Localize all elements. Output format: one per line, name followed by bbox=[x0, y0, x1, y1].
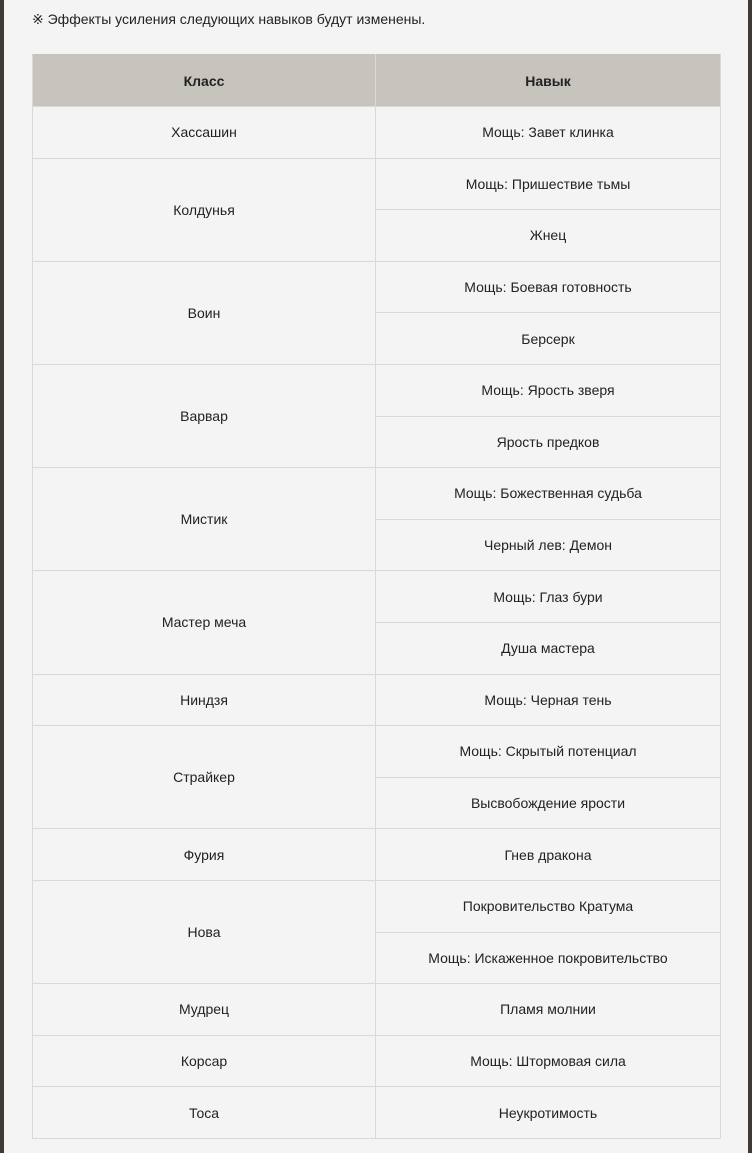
class-cell: Варвар bbox=[33, 364, 376, 467]
class-cell: Колдунья bbox=[33, 158, 376, 261]
class-cell: Фурия bbox=[33, 829, 376, 881]
table-row bbox=[33, 107, 721, 159]
class-cell: Ниндзя bbox=[33, 674, 376, 726]
table-row bbox=[33, 1087, 721, 1139]
table-row bbox=[33, 674, 721, 726]
skill-cell: Мощь: Боевая готовность bbox=[376, 261, 721, 313]
skill-cell: Мощь: Завет клинка bbox=[376, 107, 721, 159]
header-skill: Навык bbox=[376, 55, 721, 107]
notice-text: ※ Эффекты усиления следующих навыков будут изменены. bbox=[32, 11, 426, 27]
skill-cell: Мощь: Скрытый потенциал bbox=[376, 726, 721, 778]
skill-cell: Мощь: Пришествие тьмы bbox=[376, 158, 721, 210]
class-cell: Нова bbox=[33, 880, 376, 983]
table-row bbox=[33, 571, 721, 623]
skill-cell: Душа мастера bbox=[376, 622, 721, 674]
skill-cell: Мощь: Штормовая сила bbox=[376, 1035, 721, 1087]
class-cell: Тоса bbox=[33, 1087, 376, 1139]
skills-table bbox=[32, 54, 721, 1139]
skill-cell: Высвобождение ярости bbox=[376, 777, 721, 829]
table-row bbox=[33, 1035, 721, 1087]
skill-cell: Пламя молнии bbox=[376, 984, 721, 1036]
skill-cell: Мощь: Искаженное покровительство bbox=[376, 932, 721, 984]
skill-cell: Мощь: Божественная судьба bbox=[376, 468, 721, 520]
table-header-row bbox=[33, 55, 721, 107]
skill-cell: Неукротимость bbox=[376, 1087, 721, 1139]
content-panel bbox=[4, 0, 748, 1153]
class-cell: Мудрец bbox=[33, 984, 376, 1036]
class-cell: Страйкер bbox=[33, 726, 376, 829]
class-cell: Воин bbox=[33, 261, 376, 364]
table-row bbox=[33, 984, 721, 1036]
class-cell: Корсар bbox=[33, 1035, 376, 1087]
skill-cell: Мощь: Глаз бури bbox=[376, 571, 721, 623]
table-row bbox=[33, 468, 721, 520]
table-row bbox=[33, 364, 721, 416]
table-row bbox=[33, 829, 721, 881]
skill-cell: Покровительство Кратума bbox=[376, 880, 721, 932]
table-row bbox=[33, 261, 721, 313]
skill-cell: Ярость предков bbox=[376, 416, 721, 468]
skill-cell: Жнец bbox=[376, 210, 721, 262]
skill-cell: Берсерк bbox=[376, 313, 721, 365]
skill-cell: Гнев дракона bbox=[376, 829, 721, 881]
skill-cell: Черный лев: Демон bbox=[376, 519, 721, 571]
table-row bbox=[33, 158, 721, 210]
class-cell: Хассашин bbox=[33, 107, 376, 159]
class-cell: Мистик bbox=[33, 468, 376, 571]
table-row bbox=[33, 726, 721, 778]
table-row bbox=[33, 880, 721, 932]
skill-cell: Мощь: Ярость зверя bbox=[376, 364, 721, 416]
header-class: Класс bbox=[33, 55, 376, 107]
class-cell: Мастер меча bbox=[33, 571, 376, 674]
skill-cell: Мощь: Черная тень bbox=[376, 674, 721, 726]
